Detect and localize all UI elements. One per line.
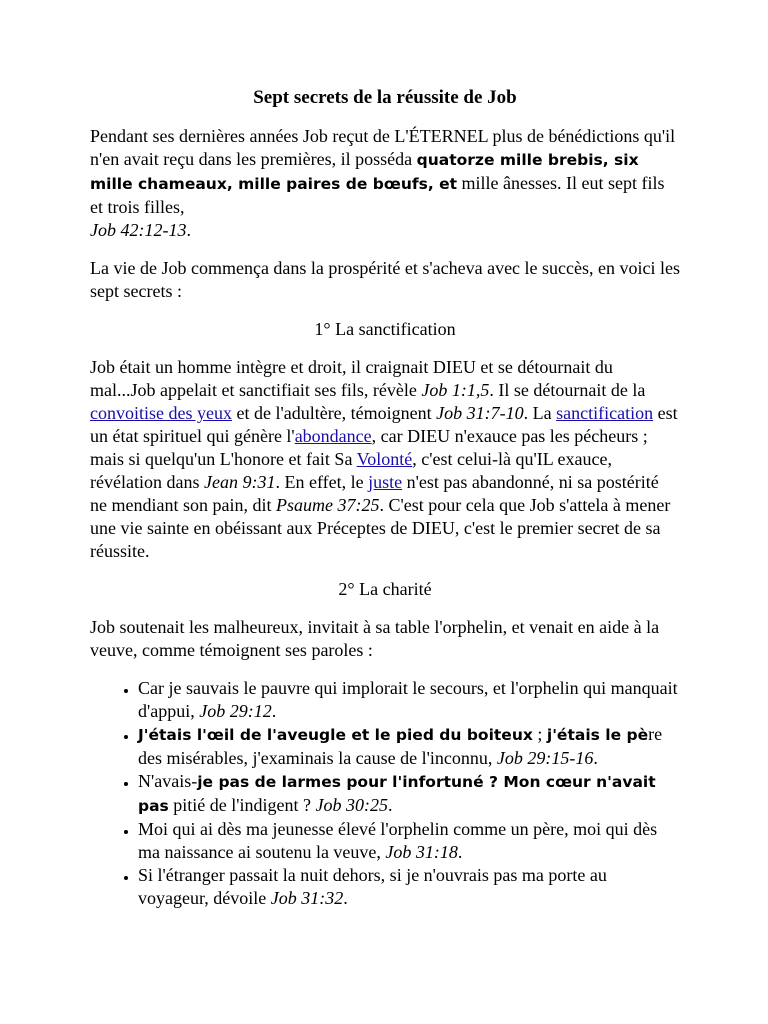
scripture-reference: Job 31:32	[270, 888, 344, 908]
list-item: • Si l'étranger passait la nuit dehors, si je n'ouvrais pas ma porte au voyageur, dévoile Job 31:32.	[138, 864, 680, 910]
intro-paragraph-2: La vie de Job commença dans la prospérité et s'acheva avec le succès, en voici les sept secrets :	[90, 258, 680, 301]
section-2-intro: Job soutenait les malheureux, invitait à sa table l'orphelin, et venait en aide à la veuve, comme témoignent ses paroles :	[90, 617, 660, 660]
section-heading-1: 1° La sanctification	[314, 319, 456, 339]
scripture-reference: Job 29:12	[199, 701, 272, 721]
list-item: • N'avais-je pas de larmes pour l'infortuné ? Mon cœur n'avait pas pitié de l'indigent ? Job 30:25.	[138, 770, 680, 818]
scripture-reference: Job 31:7-10	[436, 403, 524, 423]
link-juste[interactable]: juste	[368, 472, 403, 492]
section-heading-2: 2° La charité	[338, 579, 432, 599]
link-sanctification[interactable]: sanctification	[556, 403, 654, 423]
scripture-reference: Job 30:25	[315, 795, 388, 815]
scripture-reference: Job 29:15-16	[496, 748, 594, 768]
list-item: • J'étais l'œil de l'aveugle et le pied du boiteux ; j'étais le père des misérables, j'examinais la cause de l'inconnu, Job 29:15-16.	[138, 723, 680, 770]
link-convoitise[interactable]: convoitise des yeux	[90, 403, 232, 423]
intro-paragraph-1: Pendant ses dernières années Job reçut de L'ÉTERNEL plus de bénédictions qu'il n'en avait reçu dans les premières, il posséda quatorze mille brebis, six mille chameaux, mille paires de bœufs, et mille ânesses. Il eut sept fils et trois filles, Job 42:12-13.	[90, 126, 676, 240]
scripture-reference: Job 1:1,5	[421, 380, 490, 400]
page-title: Sept secrets de la réussite de Job	[253, 87, 517, 108]
link-abondance[interactable]: abondance	[294, 426, 372, 446]
section-1-paragraph: Job était un homme intègre et droit, il craignait DIEU et se détournait du mal...Job appelait et sanctifiait ses fils, révèle Job 1:1,5. Il se détournait de la convoitise des yeux et de l'adultère, témoignent Job 31:7-10. La sanctification est un état spirituel qui génère l'abondance, car DIEU n'exauce pas les pécheurs ; mais si quelqu'un L'honore et fait Sa Volonté, c'est celui-là qu'IL exauce, révélation dans Jean 9:31. En effet, le juste n'est pas abandonné, ni sa postérité ne mendiant son pain, dit Psaume 37:25. C'est pour cela que Job s'attela à mener une vie sainte en obéissant aux Préceptes de DIEU, c'est le premier secret de sa réussite.	[90, 357, 678, 561]
scripture-reference: Job 42:12-13	[90, 220, 187, 240]
list-item: • Car je sauvais le pauvre qui implorait le secours, et l'orphelin qui manquait d'appui, Job 29:12.	[138, 677, 680, 723]
link-volonte[interactable]: Volonté	[356, 449, 413, 469]
scripture-reference: Job 31:18	[385, 842, 458, 862]
quotes-list	[90, 677, 680, 910]
scripture-reference: Jean 9:31	[203, 472, 276, 492]
scripture-reference: Psaume 37:25	[275, 495, 380, 515]
list-item: • Moi qui ai dès ma jeunesse élevé l'orphelin comme un père, moi qui dès ma naissance ai soutenu la veuve, Job 31:18.	[138, 818, 680, 864]
